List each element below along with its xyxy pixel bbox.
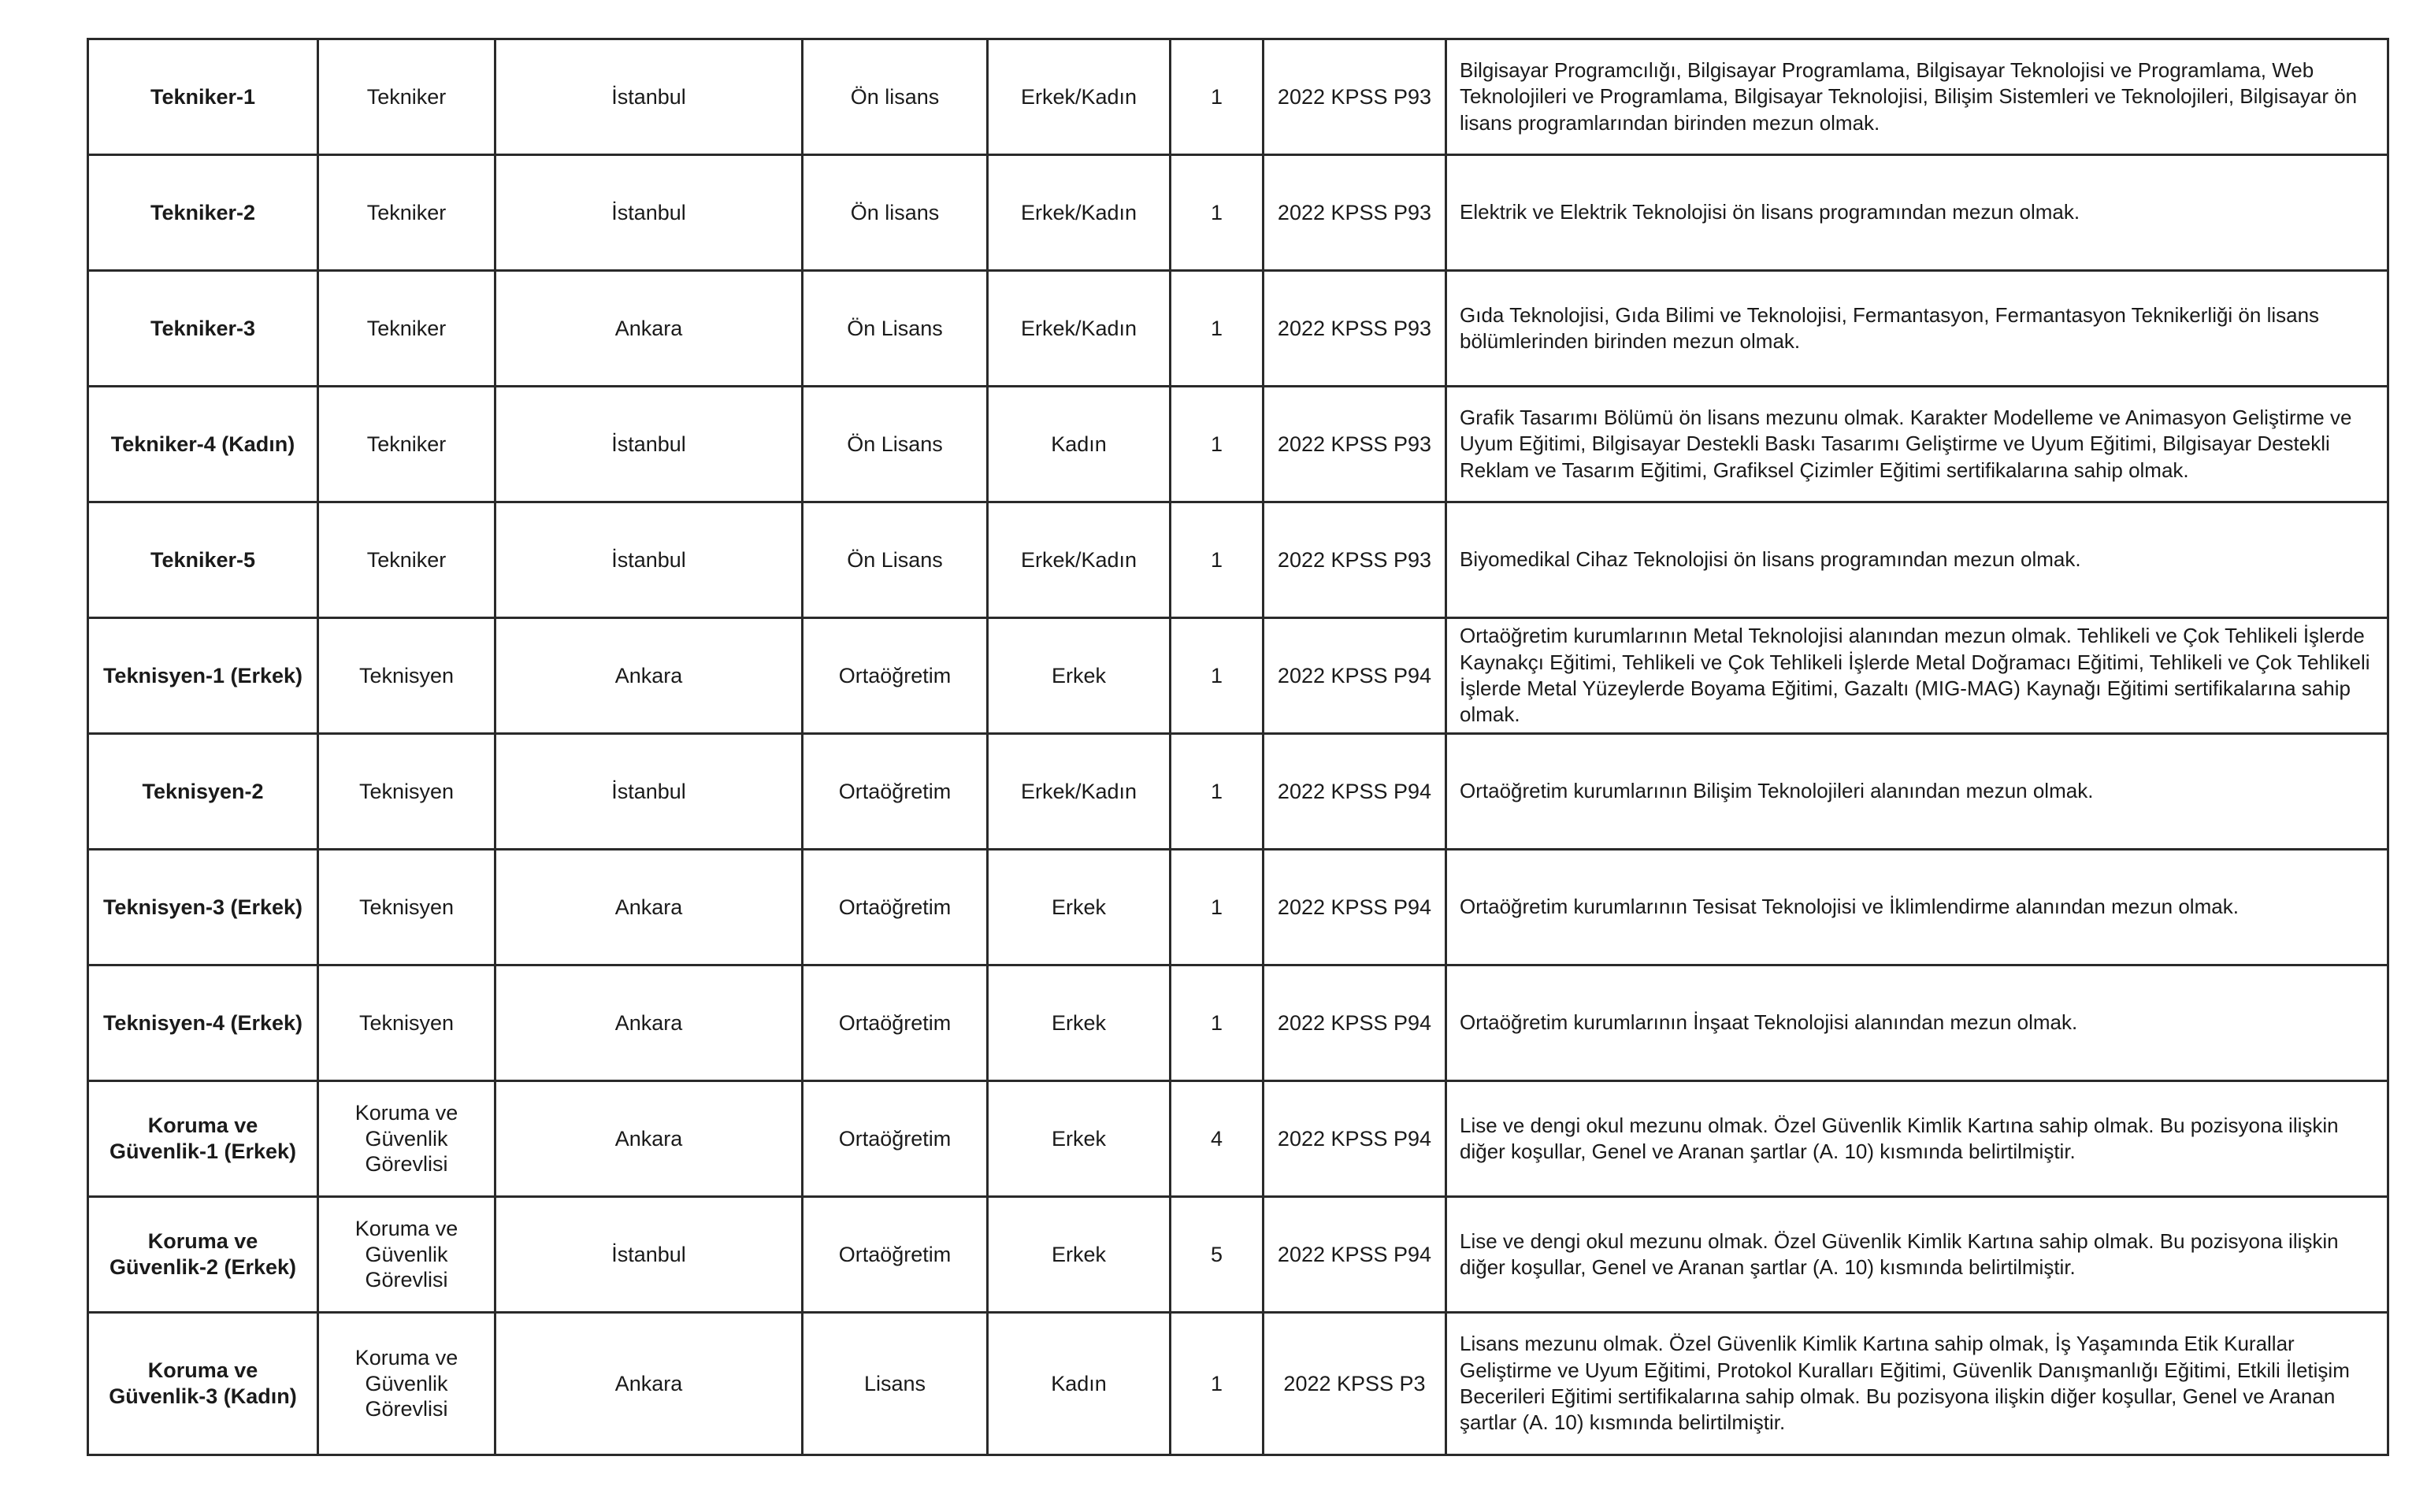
table-row bbox=[88, 965, 2388, 1081]
requirement-cell: Lise ve dengi okul mezunu olmak. Özel Güvenlik Kimlik Kartına sahip olmak. Bu pozisyona ilişkin diğer koşullar, Genel ve Aranan şartlar (A. 10) kısmında belirtilmiştir. bbox=[1446, 1081, 2388, 1197]
education-level-cell: Ortaöğretim bbox=[803, 850, 988, 965]
education-level-cell: Ortaöğretim bbox=[803, 1081, 988, 1197]
gender-cell: Erkek/Kadın bbox=[988, 39, 1171, 155]
gender-cell: Erkek/Kadın bbox=[988, 734, 1171, 850]
gender-cell: Erkek bbox=[988, 965, 1171, 1081]
position-code-cell: Teknisyen-4 (Erkek) bbox=[88, 965, 318, 1081]
position-table bbox=[87, 38, 2389, 1456]
city-cell: Ankara bbox=[495, 618, 803, 734]
job-title-cell: Tekniker bbox=[318, 155, 495, 271]
quota-cell: 1 bbox=[1171, 850, 1264, 965]
job-title-cell: Tekniker bbox=[318, 271, 495, 387]
position-code-cell: Teknisyen-2 bbox=[88, 734, 318, 850]
position-code-cell: Koruma ve Güvenlik-3 (Kadın) bbox=[88, 1313, 318, 1455]
city-cell: İstanbul bbox=[495, 1197, 803, 1313]
gender-cell: Erkek bbox=[988, 850, 1171, 965]
quota-cell: 1 bbox=[1171, 618, 1264, 734]
table-row bbox=[88, 39, 2388, 155]
requirement-cell: Biyomedikal Cihaz Teknolojisi ön lisans programından mezun olmak. bbox=[1446, 502, 2388, 618]
job-title-cell: Koruma ve Güvenlik Görevlisi bbox=[318, 1197, 495, 1313]
gender-cell: Kadın bbox=[988, 387, 1171, 502]
position-code-cell: Koruma ve Güvenlik-1 (Erkek) bbox=[88, 1081, 318, 1197]
job-title-cell: Tekniker bbox=[318, 39, 495, 155]
position-code-cell: Koruma ve Güvenlik-2 (Erkek) bbox=[88, 1197, 318, 1313]
table-body bbox=[88, 39, 2388, 1455]
quota-cell: 1 bbox=[1171, 965, 1264, 1081]
requirement-cell: Gıda Teknolojisi, Gıda Bilimi ve Teknolojisi, Fermantasyon, Fermantasyon Teknikerliği ön lisans bölümlerinden birinden mezun olmak. bbox=[1446, 271, 2388, 387]
city-cell: Ankara bbox=[495, 1081, 803, 1197]
gender-cell: Erkek/Kadın bbox=[988, 155, 1171, 271]
exam-score-type-cell: 2022 KPSS P3 bbox=[1264, 1313, 1446, 1455]
education-level-cell: Ön Lisans bbox=[803, 502, 988, 618]
education-level-cell: Lisans bbox=[803, 1313, 988, 1455]
table-row bbox=[88, 502, 2388, 618]
table-row bbox=[88, 155, 2388, 271]
exam-score-type-cell: 2022 KPSS P94 bbox=[1264, 734, 1446, 850]
table-row bbox=[88, 271, 2388, 387]
table-row bbox=[88, 1313, 2388, 1455]
exam-score-type-cell: 2022 KPSS P93 bbox=[1264, 387, 1446, 502]
exam-score-type-cell: 2022 KPSS P93 bbox=[1264, 155, 1446, 271]
requirement-cell: Elektrik ve Elektrik Teknolojisi ön lisans programından mezun olmak. bbox=[1446, 155, 2388, 271]
exam-score-type-cell: 2022 KPSS P93 bbox=[1264, 271, 1446, 387]
city-cell: İstanbul bbox=[495, 39, 803, 155]
quota-cell: 1 bbox=[1171, 734, 1264, 850]
quota-cell: 1 bbox=[1171, 39, 1264, 155]
city-cell: İstanbul bbox=[495, 155, 803, 271]
quota-cell: 1 bbox=[1171, 502, 1264, 618]
job-title-cell: Teknisyen bbox=[318, 850, 495, 965]
requirement-cell: Ortaöğretim kurumlarının Metal Teknolojisi alanından mezun olmak. Tehlikeli ve Çok Tehlikeli İşlerde Kaynakçı Eğitimi, Tehlikeli ve Çok Tehlikeli İşlerde Metal Doğramacı Eğitimi, Tehlikeli ve Çok Tehlikeli İşlerde Metal Yüzeylerde Boyama Eğitimi, Gazaltı (MIG-MAG) Kaynağı Eğitimi sertifikalarına sahip olmak. bbox=[1446, 618, 2388, 734]
job-title-cell: Koruma ve Güvenlik Görevlisi bbox=[318, 1313, 495, 1455]
education-level-cell: Ortaöğretim bbox=[803, 618, 988, 734]
city-cell: Ankara bbox=[495, 965, 803, 1081]
requirement-cell: Lisans mezunu olmak. Özel Güvenlik Kimlik Kartına sahip olmak, İş Yaşamında Etik Kurallar Geliştirme ve Uyum Eğitimi, Protokol Kuralları Eğitimi, Güvenlik Danışmanlığı Eğitimi, Etkili İletişim Becerileri Eğitimi sertifikalarına sahip olmak. Bu pozisyona ilişkin diğer koşullar, Genel ve Aranan şartlar (A. 10) kısmında belirtilmiştir. bbox=[1446, 1313, 2388, 1455]
gender-cell: Erkek bbox=[988, 1197, 1171, 1313]
quota-cell: 5 bbox=[1171, 1197, 1264, 1313]
quota-cell: 4 bbox=[1171, 1081, 1264, 1197]
education-level-cell: Ön lisans bbox=[803, 39, 988, 155]
requirement-cell: Grafik Tasarımı Bölümü ön lisans mezunu olmak. Karakter Modelleme ve Animasyon Geliştirme ve Uyum Eğitimi, Bilgisayar Destekli Baskı Tasarımı Geliştirme ve Uyum Eğitimi, Bilgisayar Destekli Reklam ve Tasarım Eğitimi, Grafiksel Çizimler Eğitimi sertifikalarına sahip olmak. bbox=[1446, 387, 2388, 502]
education-level-cell: Ortaöğretim bbox=[803, 734, 988, 850]
position-code-cell: Tekniker-4 (Kadın) bbox=[88, 387, 318, 502]
position-code-cell: Tekniker-1 bbox=[88, 39, 318, 155]
education-level-cell: Ortaöğretim bbox=[803, 965, 988, 1081]
job-title-cell: Koruma ve Güvenlik Görevlisi bbox=[318, 1081, 495, 1197]
quota-cell: 1 bbox=[1171, 1313, 1264, 1455]
position-code-cell: Tekniker-5 bbox=[88, 502, 318, 618]
job-title-cell: Teknisyen bbox=[318, 965, 495, 1081]
job-title-cell: Teknisyen bbox=[318, 734, 495, 850]
table-row bbox=[88, 850, 2388, 965]
exam-score-type-cell: 2022 KPSS P94 bbox=[1264, 1197, 1446, 1313]
job-title-cell: Tekniker bbox=[318, 502, 495, 618]
city-cell: İstanbul bbox=[495, 502, 803, 618]
position-code-cell: Tekniker-2 bbox=[88, 155, 318, 271]
exam-score-type-cell: 2022 KPSS P93 bbox=[1264, 39, 1446, 155]
table-row bbox=[88, 1197, 2388, 1313]
position-code-cell: Teknisyen-1 (Erkek) bbox=[88, 618, 318, 734]
city-cell: İstanbul bbox=[495, 387, 803, 502]
requirement-cell: Ortaöğretim kurumlarının İnşaat Teknolojisi alanından mezun olmak. bbox=[1446, 965, 2388, 1081]
exam-score-type-cell: 2022 KPSS P94 bbox=[1264, 850, 1446, 965]
education-level-cell: Ortaöğretim bbox=[803, 1197, 988, 1313]
table-row bbox=[88, 387, 2388, 502]
gender-cell: Erkek bbox=[988, 1081, 1171, 1197]
exam-score-type-cell: 2022 KPSS P94 bbox=[1264, 618, 1446, 734]
education-level-cell: Ön lisans bbox=[803, 155, 988, 271]
quota-cell: 1 bbox=[1171, 387, 1264, 502]
quota-cell: 1 bbox=[1171, 271, 1264, 387]
education-level-cell: Ön Lisans bbox=[803, 271, 988, 387]
city-cell: İstanbul bbox=[495, 734, 803, 850]
gender-cell: Erkek/Kadın bbox=[988, 271, 1171, 387]
job-title-cell: Tekniker bbox=[318, 387, 495, 502]
gender-cell: Kadın bbox=[988, 1313, 1171, 1455]
position-code-cell: Teknisyen-3 (Erkek) bbox=[88, 850, 318, 965]
exam-score-type-cell: 2022 KPSS P94 bbox=[1264, 965, 1446, 1081]
city-cell: Ankara bbox=[495, 271, 803, 387]
requirement-cell: Lise ve dengi okul mezunu olmak. Özel Güvenlik Kimlik Kartına sahip olmak. Bu pozisyona ilişkin diğer koşullar, Genel ve Aranan şartlar (A. 10) kısmında belirtilmiştir. bbox=[1446, 1197, 2388, 1313]
exam-score-type-cell: 2022 KPSS P93 bbox=[1264, 502, 1446, 618]
city-cell: Ankara bbox=[495, 1313, 803, 1455]
gender-cell: Erkek bbox=[988, 618, 1171, 734]
city-cell: Ankara bbox=[495, 850, 803, 965]
table-row bbox=[88, 1081, 2388, 1197]
table-row bbox=[88, 734, 2388, 850]
table-row bbox=[88, 618, 2388, 734]
quota-cell: 1 bbox=[1171, 155, 1264, 271]
education-level-cell: Ön Lisans bbox=[803, 387, 988, 502]
job-title-cell: Teknisyen bbox=[318, 618, 495, 734]
exam-score-type-cell: 2022 KPSS P94 bbox=[1264, 1081, 1446, 1197]
requirement-cell: Bilgisayar Programcılığı, Bilgisayar Programlama, Bilgisayar Teknolojisi ve Programlama, Web Teknolojileri ve Programlama, Bilgisayar Teknolojisi, Bilişim Sistemleri ve Teknolojileri, Bilgisayar ön lisans programlarından birinden mezun olmak. bbox=[1446, 39, 2388, 155]
position-table-sheet bbox=[87, 38, 2387, 1456]
position-code-cell: Tekniker-3 bbox=[88, 271, 318, 387]
requirement-cell: Ortaöğretim kurumlarının Bilişim Teknolojileri alanından mezun olmak. bbox=[1446, 734, 2388, 850]
requirement-cell: Ortaöğretim kurumlarının Tesisat Teknolojisi ve İklimlendirme alanından mezun olmak. bbox=[1446, 850, 2388, 965]
gender-cell: Erkek/Kadın bbox=[988, 502, 1171, 618]
